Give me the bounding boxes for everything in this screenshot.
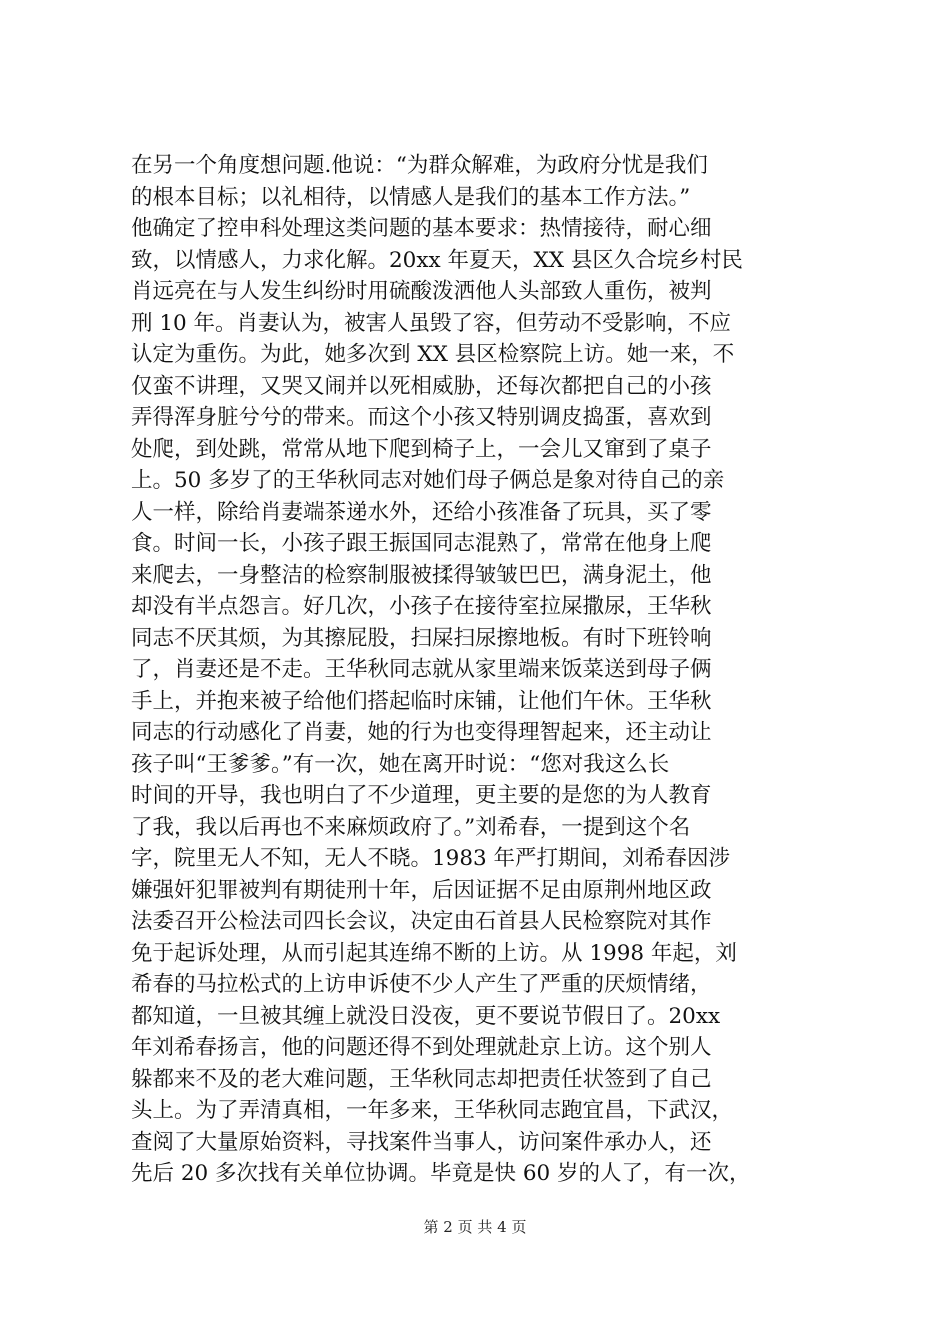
text-line: 先后 20 多次找有关单位协调。毕竟是快 60 岁的人了，有一次， [131,1161,751,1186]
document-body [131,150,831,1190]
text-line: 同志不厌其烦，为其擦屁股，扫屎扫尿擦地板。有时下班铃响 [131,625,712,651]
text-line: 致，以情感人，力求化解。20xx 年夏天，XX 县区久合垸乡村民 [131,247,743,273]
text-line: 刑 10 年。肖妻认为，被害人虽毁了容，但劳动不受影响，不应 [131,310,732,336]
text-line: 孩子叫“王爹爹。”有一次，她在离开时说：“您对我这么长 [131,751,670,777]
text-line: 都知道，一旦被其缠上就没日没夜，更不要说节假日了。20xx [131,1003,721,1029]
text-line: 躲都来不及的老大难问题，王华秋同志却把责任状签到了自己 [131,1066,712,1092]
text-line: 了，肖妻还是不走。王华秋同志就从家里端来饭菜送到母子俩 [131,657,712,682]
text-line: 字，院里无人不知，无人不晓。1983 年严打期间，刘希春因涉 [131,846,731,871]
text-line: 法委召开公检法司四长会议，决定由石首县人民检察院对其作 [131,909,712,934]
text-line: 却没有半点怨言。好几次，小孩子在接待室拉屎撒尿，王华秋 [131,594,712,619]
text-line: 免于起诉处理，从而引起其连绵不断的上访。从 1998 年起，刘 [131,940,737,966]
text-line: 时间的开导，我也明白了不少道理，更主要的是您的为人教育 [131,783,712,808]
text-line: 手上，并抱来被子给他们搭起临时床铺，让他们午休。王华秋 [131,688,712,714]
text-line: 年刘希春扬言，他的问题还得不到处理就赴京上访。这个别人 [131,1035,712,1060]
text-line: 上。50 多岁了的王华秋同志对她们母子俩总是象对待自己的亲 [131,468,725,493]
text-line: 同志的行动感化了肖妻，她的行为也变得理智起来，还主动让 [131,720,712,745]
text-line: 肖远亮在与人发生纠纷时用硫酸泼洒他人头部致人重伤，被判 [131,279,712,304]
text-line: 仅蛮不讲理，又哭又闹并以死相威胁，还每次都把自己的小孩 [131,373,712,399]
text-line: 食。时间一长，小孩子跟王振国同志混熟了，常常在他身上爬 [131,531,712,556]
text-line: 在另一个角度想问题.他说：“为群众解难，为政府分忧是我们 [131,153,708,178]
text-line: 来爬去，一身整洁的检察制服被揉得皱皱巴巴，满身泥土，他 [131,562,712,588]
text-line: 查阅了大量原始资料，寻找案件当事人，访问案件承办人，还 [131,1129,712,1155]
text-line: 弄得浑身脏兮兮的带来。而这个小孩又特别调皮捣蛋，喜欢到 [131,405,712,430]
text-line: 希春的马拉松式的上访申诉使不少人产生了严重的厌烦情绪， [131,972,712,997]
text-line: 嫌强奸犯罪被判有期徒刑十年，后因证据不足由原荆州地区政 [131,877,712,903]
text-line: 了我，我以后再也不来麻烦政府了。”刘希春，一提到这个名 [131,814,691,840]
text-line: 的根本目标；以礼相待，以情感人是我们的基本工作方法。” [131,184,691,210]
text-line: 处爬，到处跳，常常从地下爬到椅子上，一会儿又窜到了桌子 [131,436,712,462]
text-line: 头上。为了弄清真相，一年多来，王华秋同志跑宜昌，下武汉， [131,1098,734,1123]
page-footer: 第 2 页 共 4 页 [423,1218,527,1236]
text-line: 他确定了控申科处理这类问题的基本要求：热情接待，耐心细 [131,216,712,241]
text-line: 人一样，除给肖妻端茶递水外，还给小孩准备了玩具，买了零 [131,499,712,525]
text-line: 认定为重伤。为此，她多次到 XX 县区检察院上访。她一来，不 [131,342,735,367]
